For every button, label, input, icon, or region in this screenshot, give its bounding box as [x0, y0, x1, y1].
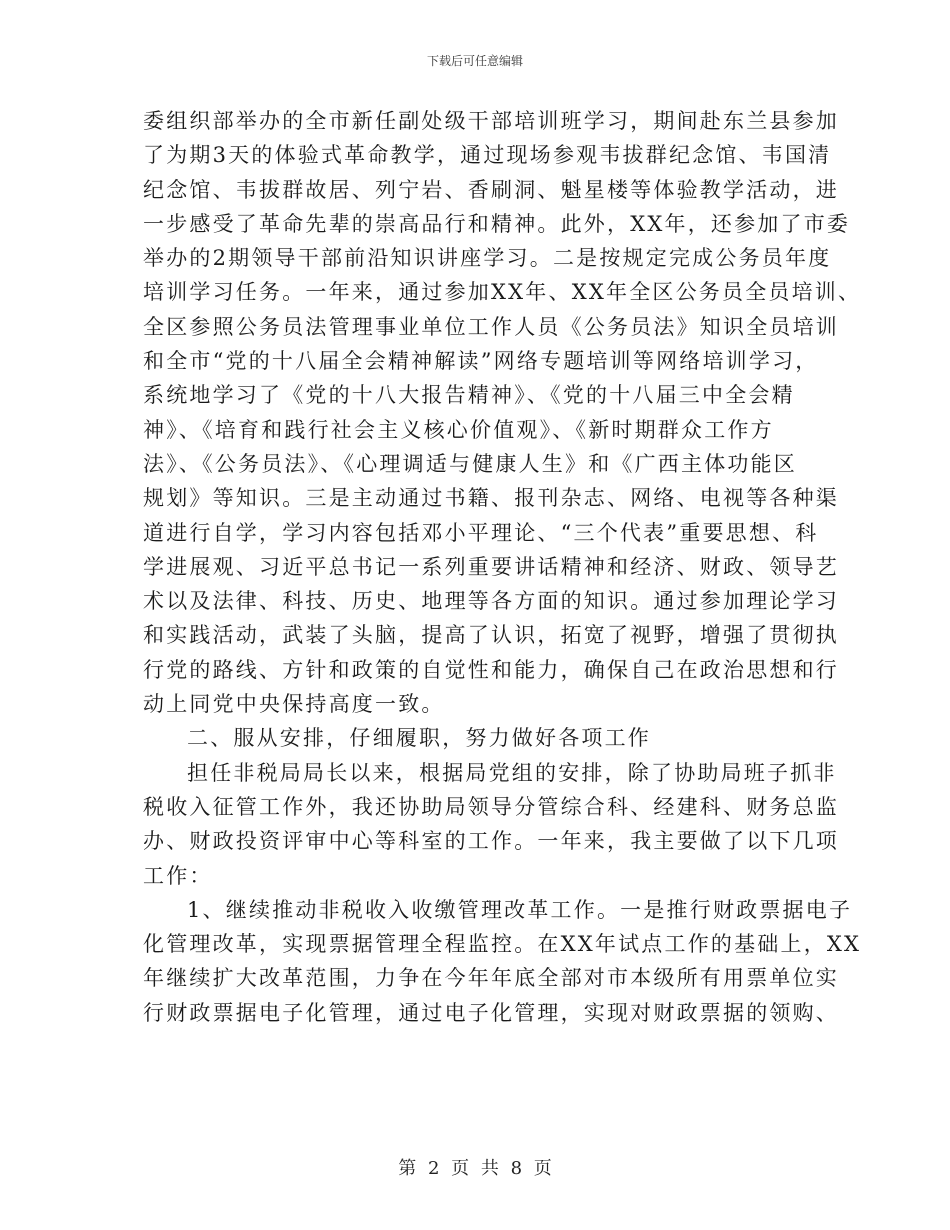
text-line: 行党的路线、方针和政策的自觉性和能力，确保自己在政治思想和行 [143, 657, 839, 682]
text-line: 委组织部举办的全市新任副处级干部培训班学习，期间赴东兰县参加 [143, 109, 839, 133]
text-line: 了为期3天的体验式革命教学，通过现场参观韦拔群纪念馆、韦国清 [143, 143, 832, 168]
text-line: 学进展观、习近平总书记一系列重要讲话精神和经济、财政、领导艺 [143, 554, 839, 579]
text-line: 纪念馆、韦拔群故居、列宁岩、香刷洞、魁星楼等体验教学活动，进 [143, 177, 839, 202]
text-line: 全区参照公务员法管理事业单位工作人员《公务员法》知识全员培训 [143, 314, 839, 339]
text-line: 税收入征管工作外，我还协助局领导分管综合科、经建科、财务总监 [143, 794, 839, 819]
section-heading: 二、服从安排，仔细履职，努力做好各项工作 [187, 726, 651, 751]
text-line: 担任非税局局长以来，根据局党组的安排，除了协助局班子抓非 [187, 760, 837, 785]
text-line: 一步感受了革命先辈的崇高品行和精神。此外，XX年，还参加了市委 [143, 211, 851, 236]
text-line: 行财政票据电子化管理，通过电子化管理，实现对财政票据的领购、 [143, 1000, 839, 1025]
text-line: 术以及法律、科技、历史、地理等各方面的知识。通过参加理论学习 [143, 589, 839, 614]
text-line: 化管理改革，实现票据管理全程监控。在XX年试点工作的基础上，XX [143, 932, 862, 957]
text-line: 培训学习任务。一年来，通过参加XX年、XX年全区公务员全员培训、 [143, 280, 862, 305]
document-body [143, 104, 862, 1030]
text-line: 系统地学习了《党的十八大报告精神》、《党的十八届三中全会精 [143, 383, 795, 408]
text-line: 法》、《公务员法》、《心理调适与健康人生》和《广西主体功能区 [143, 451, 797, 476]
page-number: 第 2 页 共 8 页 [398, 1158, 552, 1179]
text-line: 年继续扩大改革范围，力争在今年年底全部对市本级所有用票单位实 [143, 966, 839, 991]
text-line: 工作： [143, 863, 213, 888]
page-header: 下载后可任意编辑 [426, 54, 523, 68]
text-line: 动上同党中央保持高度一致。 [143, 692, 445, 717]
text-line: 神》、《培育和践行社会主义核心价值观》、《新时期群众工作方 [143, 417, 774, 442]
text-line: 1、继续推动非税收入收缴管理改革工作。一是推行财政票据电子 [187, 897, 853, 922]
text-line: 规划》等知识。三是主动通过书籍、报刊杂志、网络、电视等各种渠 [143, 486, 839, 511]
text-line: 举办的2期领导干部前沿知识讲座学习。二是按规定完成公务员年度 [143, 246, 832, 271]
text-line: 和实践活动，武装了头脑，提高了认识，拓宽了视野，增强了贯彻执 [143, 623, 839, 648]
text-line: 道进行自学，学习内容包括邓小平理论、“三个代表”重要思想、科 [143, 520, 819, 545]
text-line: 办、财政投资评审中心等科室的工作。一年来，我主要做了以下几项 [143, 829, 839, 854]
text-line: 和全市“党的十八届全会精神解读”网络专题培训等网络培训学习， [143, 349, 819, 374]
